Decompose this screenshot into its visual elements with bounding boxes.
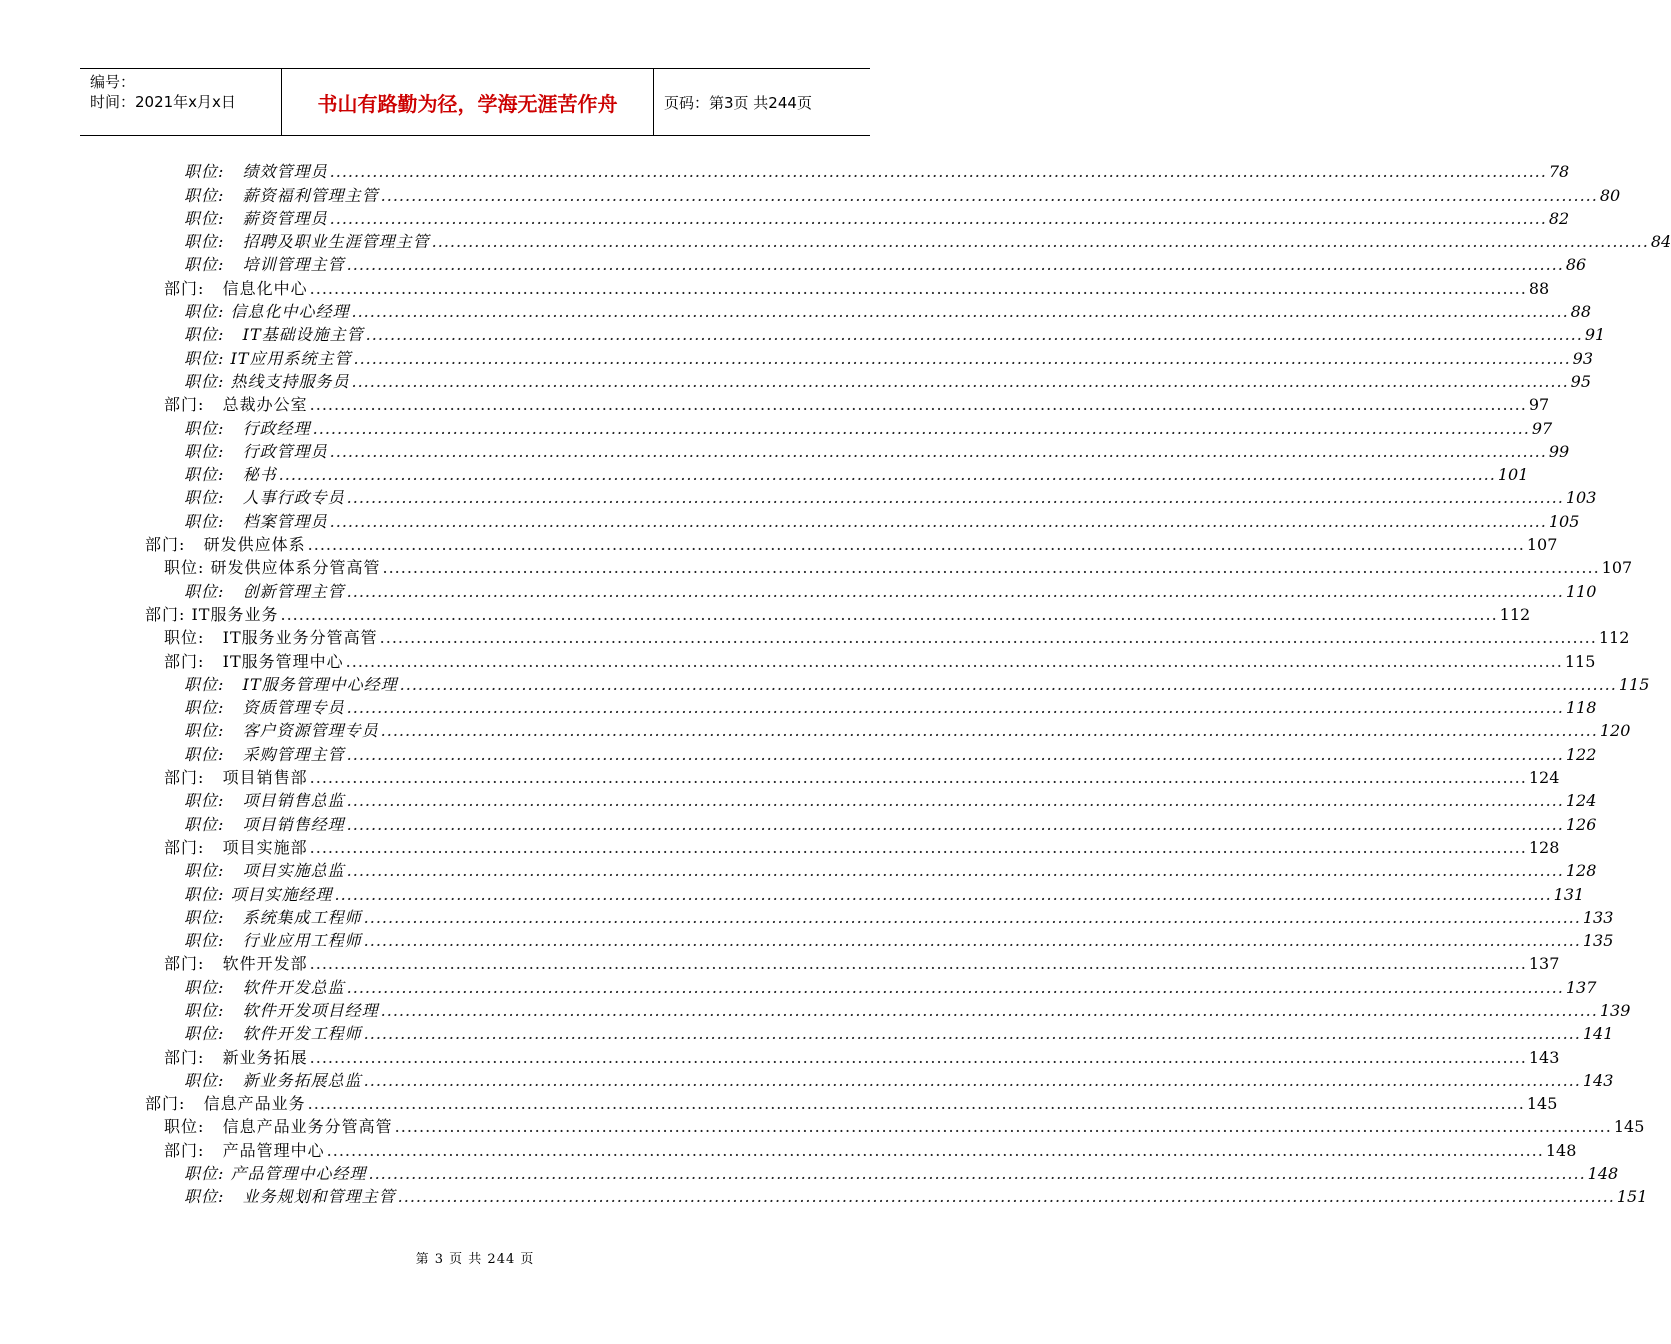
page-header (80, 68, 870, 136)
toc-leader-dots: ........................................................................................................................................................................................................ (368, 1164, 1586, 1184)
toc-leader-dots: ........................................................................................................................................................................................................ (312, 418, 1530, 438)
toc-entry[interactable] (184, 1021, 1614, 1044)
toc-leader-dots: ........................................................................................................................................................................................................ (329, 162, 1547, 182)
toc-entry[interactable] (164, 1114, 1645, 1137)
toc-entry[interactable] (184, 718, 1631, 741)
toc-leader-dots: ........................................................................................................................................................................................................ (363, 1070, 1581, 1090)
toc-entry-page: 97 (1528, 395, 1550, 415)
toc-entry-label: 职位: 采购管理主管 (184, 744, 345, 764)
toc-entry[interactable] (184, 439, 1570, 462)
toc-entry[interactable] (184, 695, 1597, 718)
toc-leader-dots: ........................................................................................................................................................................................................ (431, 232, 1649, 252)
toc-entry-label: 职位: 研发供应体系分管高管 (164, 558, 381, 578)
toc-entry-label: 部门: 项目实施部 (164, 837, 308, 857)
toc-entry-label: 职位: IT服务管理中心经理 (184, 674, 398, 694)
date-label: 时间：2021年x月x日 (90, 93, 236, 111)
toc-entry-label: 职位: IT服务业务分管高管 (164, 628, 378, 648)
toc-entry-label: 职位: 客户资源管理专员 (184, 721, 379, 741)
toc-entry[interactable] (145, 602, 1531, 625)
toc-leader-dots: ........................................................................................................................................................................................................ (365, 325, 1583, 345)
toc-entry-label: 职位: IT基础设施主管 (184, 325, 364, 345)
toc-entry-label: 部门: 项目销售部 (164, 768, 308, 788)
toc-leader-dots: ........................................................................................................................................................................................................ (351, 371, 1569, 391)
toc-entry[interactable] (184, 369, 1592, 392)
toc-entry-label: 职位: 人事行政专员 (184, 488, 345, 508)
toc-entry[interactable] (184, 508, 1580, 531)
toc-entry[interactable] (184, 998, 1631, 1021)
toc-entry[interactable] (184, 182, 1621, 205)
toc-entry[interactable] (184, 741, 1597, 764)
toc-entry[interactable] (184, 811, 1597, 834)
toc-leader-dots: ........................................................................................................................................................................................................ (329, 511, 1547, 531)
toc-entry-label: 职位: 软件开发总监 (184, 977, 345, 997)
toc-leader-dots: ........................................................................................................................................................................................................ (363, 931, 1581, 951)
toc-entry-label: 部门: IT服务管理中心 (164, 651, 344, 671)
toc-entry[interactable] (184, 206, 1570, 229)
toc-entry-label: 职位: 项目销售经理 (184, 814, 345, 834)
toc-entry-label: 职位: 系统集成工程师 (184, 907, 362, 927)
toc-entry[interactable] (184, 1161, 1619, 1184)
toc-leader-dots: ........................................................................................................................................................................................................ (307, 1094, 1525, 1114)
toc-leader-dots: ........................................................................................................................................................................................................ (346, 581, 1564, 601)
toc-entry-page: 122 (1565, 744, 1597, 764)
header-meta (80, 69, 282, 135)
toc-entry-label: 职位: 秘书 (184, 465, 277, 485)
toc-leader-dots: ........................................................................................................................................................................................................ (346, 255, 1564, 275)
toc-entry-page: 115 (1618, 674, 1650, 694)
toc-entry[interactable] (164, 765, 1560, 788)
toc-leader-dots: ........................................................................................................................................................................................................ (309, 954, 1527, 974)
toc-leader-dots: ........................................................................................................................................................................................................ (399, 674, 1617, 694)
toc-entry[interactable] (184, 672, 1650, 695)
toc-entry-label: 部门: 产品管理中心 (164, 1140, 325, 1160)
toc-entry-label: 职位: 项目销售总监 (184, 791, 345, 811)
toc-entry-label: 职位: 产品管理中心经理 (184, 1164, 367, 1184)
toc-entry-page: 101 (1497, 465, 1529, 485)
toc-leader-dots: ........................................................................................................................................................................................................ (363, 1024, 1581, 1044)
toc-leader-dots: ........................................................................................................................................................................................................ (353, 348, 1571, 368)
toc-entry-page: 137 (1565, 977, 1597, 997)
toc-leader-dots: ........................................................................................................................................................................................................ (379, 628, 1597, 648)
toc-entry-page: 148 (1587, 1164, 1619, 1184)
code-label: 编号： (90, 73, 136, 91)
toc-entry-page: 126 (1565, 814, 1597, 834)
toc-entry-page: 80 (1599, 185, 1621, 205)
toc-entry-label: 职位: 软件开发工程师 (184, 1024, 362, 1044)
toc-leader-dots: ........................................................................................................................................................................................................ (334, 884, 1552, 904)
toc-entry[interactable] (184, 252, 1587, 275)
toc-entry-page: 91 (1584, 325, 1606, 345)
toc-leader-dots: ........................................................................................................................................................................................................ (380, 185, 1598, 205)
toc-entry-label: 职位: 创新管理主管 (184, 581, 345, 601)
toc-leader-dots: ........................................................................................................................................................................................................ (351, 302, 1569, 322)
toc-entry[interactable] (184, 485, 1597, 508)
toc-entry-label: 职位: 档案管理员 (184, 511, 328, 531)
toc-entry[interactable] (184, 322, 1606, 345)
toc-entry[interactable] (164, 835, 1560, 858)
toc-entry-label: 职位: 行业应用工程师 (184, 931, 362, 951)
toc-entry[interactable] (184, 415, 1553, 438)
toc-entry-page: 145 (1613, 1117, 1645, 1137)
toc-leader-dots: ........................................................................................................................................................................................................ (382, 558, 1600, 578)
toc-entry-page: 110 (1565, 581, 1597, 601)
toc-entry-page: 88 (1570, 302, 1592, 322)
toc-entry-page: 128 (1528, 837, 1560, 857)
toc-entry-page: 135 (1582, 931, 1614, 951)
toc-entry-page: 143 (1528, 1047, 1560, 1067)
toc-entry-label: 职位: 项目实施经理 (184, 884, 333, 904)
toc-leader-dots: ........................................................................................................................................................................................................ (346, 791, 1564, 811)
toc-entry-page: 97 (1531, 418, 1553, 438)
toc-entry-page: 107 (1601, 558, 1633, 578)
toc-entry-page: 143 (1582, 1070, 1614, 1090)
toc-leader-dots: ........................................................................................................................................................................................................ (380, 721, 1598, 741)
toc-leader-dots: ........................................................................................................................................................................................................ (397, 1187, 1615, 1207)
toc-entry-page: 115 (1564, 651, 1596, 671)
toc-entry[interactable] (164, 392, 1550, 415)
toc-entry[interactable] (184, 1184, 1648, 1207)
toc-entry-page: 99 (1548, 441, 1570, 461)
toc-entry[interactable] (164, 275, 1550, 298)
toc-entry-page: 124 (1528, 768, 1560, 788)
toc-entry-label: 职位: 行政经理 (184, 418, 311, 438)
toc-entry-label: 职位: 新业务拓展总监 (184, 1070, 362, 1090)
toc-entry-page: 124 (1565, 791, 1597, 811)
toc-entry[interactable] (164, 648, 1596, 671)
toc-entry-label: 职位: 薪资福利管理主管 (184, 185, 379, 205)
toc-entry-label: 职位: 热线支持服务员 (184, 371, 350, 391)
toc-entry[interactable] (184, 881, 1585, 904)
toc-entry-label: 部门: IT服务业务 (145, 604, 279, 624)
toc-leader-dots: ........................................................................................................................................................................................................ (309, 395, 1527, 415)
toc-leader-dots: ........................................................................................................................................................................................................ (346, 698, 1564, 718)
page-footer: 第 3 页 共 244 页 (415, 1252, 535, 1267)
toc-entry[interactable] (164, 555, 1633, 578)
toc-entry-page: 141 (1582, 1024, 1614, 1044)
toc-entry-label: 职位: 行政管理员 (184, 441, 328, 461)
toc-entry-page: 139 (1599, 1000, 1631, 1020)
toc-entry-page: 118 (1565, 698, 1597, 718)
toc-entry-page: 131 (1553, 884, 1585, 904)
toc-entry[interactable] (145, 1091, 1558, 1114)
toc-entry-page: 145 (1526, 1094, 1558, 1114)
toc-entry-page: 86 (1565, 255, 1587, 275)
toc-leader-dots: ........................................................................................................................................................................................................ (329, 441, 1547, 461)
toc-entry-label: 职位: 业务规划和管理主管 (184, 1187, 396, 1207)
toc-entry-label: 职位: 招聘及职业生涯管理主管 (184, 232, 430, 252)
toc-entry-page: 137 (1528, 954, 1560, 974)
toc-entry[interactable] (184, 159, 1570, 182)
toc-leader-dots: ........................................................................................................................................................................................................ (380, 1000, 1598, 1020)
toc-entry-label: 职位: 资质管理专员 (184, 698, 345, 718)
toc-leader-dots: ........................................................................................................................................................................................................ (309, 1047, 1527, 1067)
toc-leader-dots: ........................................................................................................................................................................................................ (329, 208, 1547, 228)
toc-leader-dots: ........................................................................................................................................................................................................ (345, 651, 1563, 671)
toc-entry-page: 103 (1565, 488, 1597, 508)
toc-entry-label: 职位: 软件开发项目经理 (184, 1000, 379, 1020)
toc-entry-page: 82 (1548, 208, 1570, 228)
toc-leader-dots: ........................................................................................................................................................................................................ (278, 465, 1496, 485)
toc-entry-page: 93 (1572, 348, 1594, 368)
toc-leader-dots: ........................................................................................................................................................................................................ (309, 768, 1527, 788)
toc-leader-dots: ........................................................................................................................................................................................................ (280, 604, 1498, 624)
toc-entry-label: 职位: 信息产品业务分管高管 (164, 1117, 393, 1137)
toc-entry-label: 职位: IT应用系统主管 (184, 348, 352, 368)
toc-leader-dots: ........................................................................................................................................................................................................ (346, 977, 1564, 997)
toc-entry[interactable] (184, 345, 1594, 368)
header-motto: 书山有路勤为径，学海无涯苦作舟 (282, 69, 654, 135)
toc-entry-label: 职位: 绩效管理员 (184, 162, 328, 182)
toc-entry-label: 职位: 培训管理主管 (184, 255, 345, 275)
toc-entry[interactable] (184, 462, 1529, 485)
toc-leader-dots: ........................................................................................................................................................................................................ (309, 837, 1527, 857)
toc-leader-dots: ........................................................................................................................................................................................................ (394, 1117, 1612, 1137)
toc-entry-page: 151 (1616, 1187, 1648, 1207)
toc-entry-label: 职位: 信息化中心经理 (184, 302, 350, 322)
toc-entry-page: 88 (1528, 278, 1550, 298)
toc-leader-dots: ........................................................................................................................................................................................................ (346, 744, 1564, 764)
toc-entry[interactable] (145, 532, 1558, 555)
toc-entry-page: 112 (1598, 628, 1630, 648)
toc-entry-page: 128 (1565, 861, 1597, 881)
toc-entry[interactable] (184, 1068, 1614, 1091)
header-page-info: 页码：第3页 共244页 (664, 93, 812, 112)
toc-entry-page: 105 (1548, 511, 1580, 531)
toc-entry-page: 148 (1545, 1140, 1577, 1160)
toc-entry[interactable] (184, 229, 1671, 252)
toc-entry[interactable] (184, 299, 1592, 322)
toc-entry[interactable] (184, 974, 1597, 997)
toc-entry-page: 120 (1599, 721, 1631, 741)
toc-entry-page: 84 (1650, 232, 1671, 252)
toc-entry-page: 107 (1526, 535, 1558, 555)
toc-entry-label: 部门: 研发供应体系 (145, 535, 306, 555)
toc-leader-dots: ........................................................................................................................................................................................................ (363, 907, 1581, 927)
toc-entry-label: 部门: 信息化中心 (164, 278, 308, 298)
toc-entry[interactable] (164, 951, 1560, 974)
toc-entry-page: 95 (1570, 371, 1592, 391)
toc-entry[interactable] (164, 625, 1630, 648)
table-of-contents (0, 159, 1671, 1207)
toc-leader-dots: ........................................................................................................................................................................................................ (346, 861, 1564, 881)
toc-entry-page: 133 (1582, 907, 1614, 927)
toc-entry-page: 112 (1499, 604, 1531, 624)
toc-entry-page: 78 (1548, 162, 1570, 182)
toc-entry-label: 部门: 软件开发部 (164, 954, 308, 974)
toc-entry[interactable] (184, 788, 1597, 811)
toc-entry-label: 部门: 总裁办公室 (164, 395, 308, 415)
toc-entry[interactable] (164, 1137, 1577, 1160)
toc-entry[interactable] (164, 1044, 1560, 1067)
toc-leader-dots: ........................................................................................................................................................................................................ (346, 488, 1564, 508)
toc-entry[interactable] (184, 928, 1614, 951)
toc-leader-dots: ........................................................................................................................................................................................................ (346, 814, 1564, 834)
toc-entry-label: 职位: 项目实施总监 (184, 861, 345, 881)
toc-entry[interactable] (184, 858, 1597, 881)
toc-entry-label: 部门: 新业务拓展 (164, 1047, 308, 1067)
toc-entry[interactable] (184, 578, 1597, 601)
toc-leader-dots: ........................................................................................................................................................................................................ (326, 1140, 1544, 1160)
toc-entry[interactable] (184, 905, 1614, 928)
toc-entry-label: 职位: 薪资管理员 (184, 208, 328, 228)
toc-leader-dots: ........................................................................................................................................................................................................ (307, 535, 1525, 555)
toc-entry-label: 部门: 信息产品业务 (145, 1094, 306, 1114)
toc-leader-dots: ........................................................................................................................................................................................................ (309, 278, 1527, 298)
